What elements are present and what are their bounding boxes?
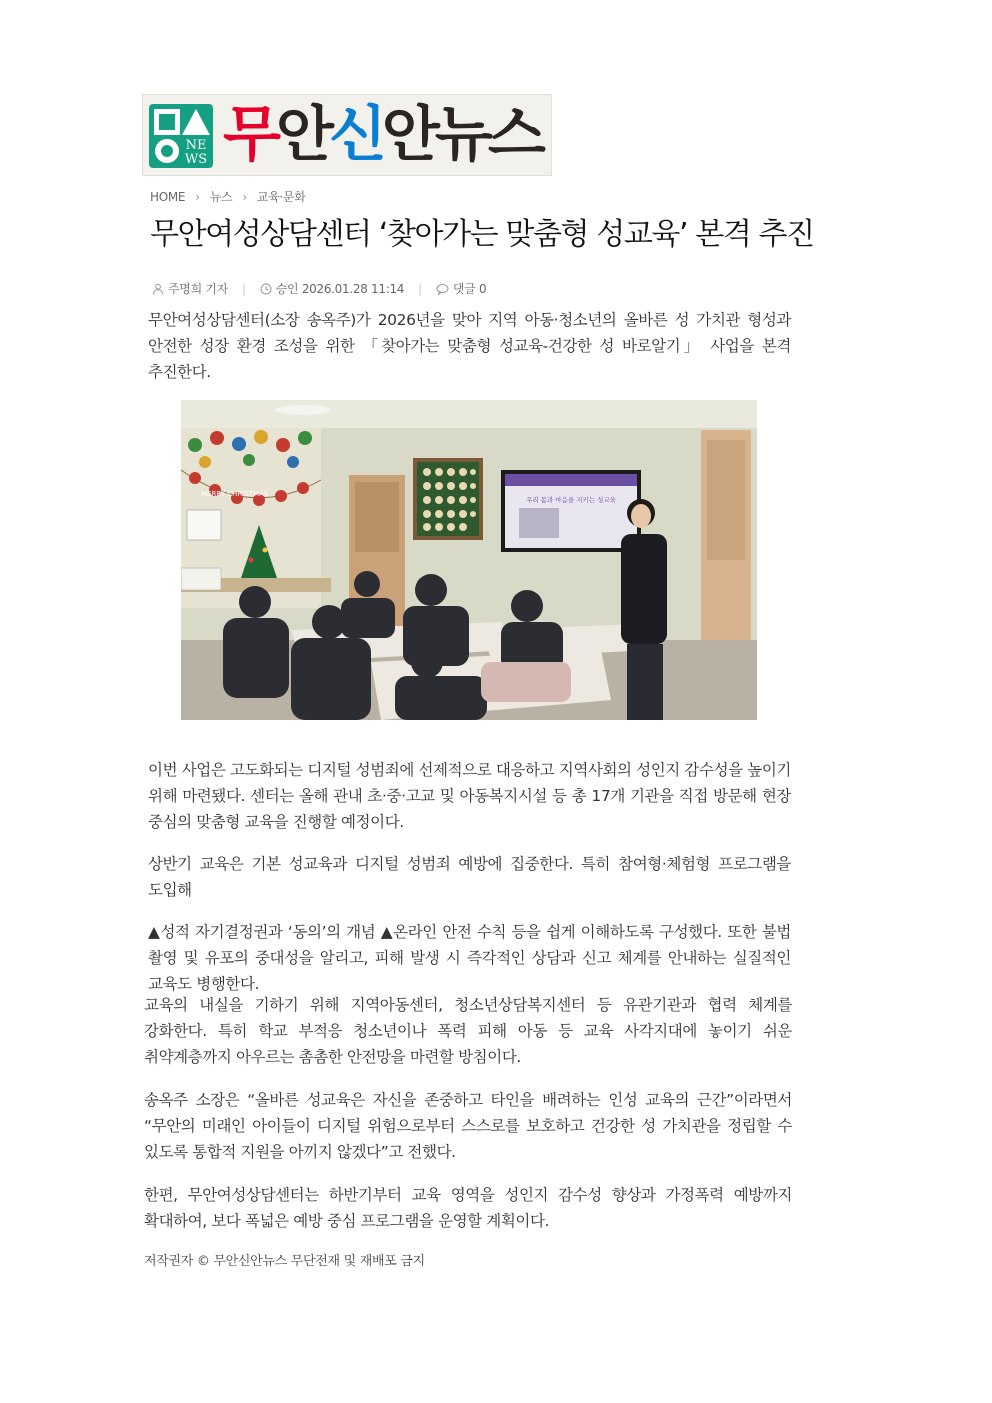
article-paragraph: 한편, 무안여성상담센터는 하반기부터 교육 영역을 성인지 감수성 향상과 가정폭력 예방까지 확대하여, 보다 폭넓은 예방 중심 프로그램을 운영할 계획이다. — [144, 1186, 793, 1230]
logo-char-1: 무 — [223, 100, 276, 170]
person-icon — [152, 283, 164, 295]
christmas-banner-text: MERRY CHRISTMAS — [201, 490, 269, 498]
breadcrumb — [150, 188, 306, 205]
clock-icon — [260, 283, 272, 295]
article-meta — [152, 280, 486, 297]
author-info — [152, 280, 228, 297]
site-logo[interactable] — [142, 94, 552, 176]
article-paragraph: 교육의 내실을 기하기 위해 지역아동센터, 청소년상담복지센터 등 유관기관과 협력 체계를 강화한다. 특히 학교 부적응 청소년이나 폭력 피해 아동 등 교육 사각지대에 놓이기 쉬운 취약계층까지 아우르는 촘촘한 안전망을 마련할 방침이다. — [144, 996, 792, 1066]
article-title: 무안여성상담센터 ‘찾아가는 맞춤형 성교육’ 본격 추진 — [150, 217, 814, 252]
logo-char-3: 신 — [328, 100, 382, 170]
comment-info[interactable] — [436, 280, 486, 297]
article-photo — [181, 400, 757, 720]
chevron-right-icon: › — [195, 189, 200, 204]
approval-info — [260, 280, 404, 297]
classroom-photo-illustration — [181, 400, 757, 720]
article-paragraph: 송옥주 소장은 “올바른 성교육은 자신을 존중하고 타인을 배려하는 인성 교육의 근간”이라면서 “무안의 미래인 아이들이 디지털 위험으로부터 스스로를 보호하고 건강한 성 가치관을 정립할 수 있도록 통합적 지원을 아끼지 않겠다”고 전했다. — [144, 1091, 792, 1161]
article-paragraph: 이번 사업은 고도화되는 디지털 성범죄에 선제적으로 대응하고 지역사회의 성인지 감수성을 높이기 위해 마련됐다. 센터는 올해 관내 초·중·고교 및 아동복지시설 등 총 17개 기관을 직접 방문해 현장 중심의 맞춤형 교육을 진행할 예정이다. — [148, 761, 791, 831]
meta-divider: | — [418, 281, 422, 296]
meta-divider: | — [241, 281, 246, 296]
article-paragraph: 무안여성상담센터(소장 송옥주)가 2026년을 맞아 지역 아동·청소년의 올바른 성 가치관 형성과 안전한 성장 환경 조성을 위한 「찾아가는 맞춤형 성교육-건강한 성 바로알기」 사업을 본격 추진한다. — [148, 311, 791, 381]
breadcrumb-category[interactable]: 교육·문화 — [256, 190, 306, 204]
logo-char-rest: 안뉴스 — [381, 100, 541, 170]
breadcrumb-news[interactable]: 뉴스 — [209, 190, 233, 204]
chevron-right-icon: › — [242, 189, 247, 204]
author-name: 주명희 기자 — [168, 282, 228, 296]
approval-datetime: 승인 2026.01.28 11:14 — [275, 282, 405, 296]
tv-slide-title: 우리 몸과 마음을 지키는 성교육 — [526, 496, 616, 504]
emblem-text-ne: NE — [185, 138, 207, 153]
article-paragraph: 상반기 교육은 기본 성교육과 디지털 성범죄 예방에 집중한다. 특히 참여형·체험형 프로그램을 도입해 — [148, 855, 791, 899]
article-paragraph: ▲성적 자기결정권과 ‘동의’의 개념 ▲온라인 안전 수칙 등을 쉽게 이해하도록 구성했다. 또한 불법 촬영 및 유포의 중대성을 알리고, 피해 발생 시 즉각적인 상담과 신고 체계를 안내하는 실질적인 교육도 병행한다. — [148, 923, 791, 993]
logo-wordmark — [223, 99, 541, 171]
comment-bubble-icon — [436, 283, 449, 295]
logo-char-2: 안 — [275, 100, 329, 170]
emblem-text-ws: WS — [184, 152, 208, 167]
comment-count[interactable]: 댓글 0 — [452, 282, 487, 296]
breadcrumb-home[interactable]: HOME — [150, 189, 186, 204]
logo-emblem-icon — [149, 104, 213, 168]
copyright-notice: 저작권자 © 무안신안뉴스 무단전재 및 재배포 금지 — [144, 1254, 425, 1269]
